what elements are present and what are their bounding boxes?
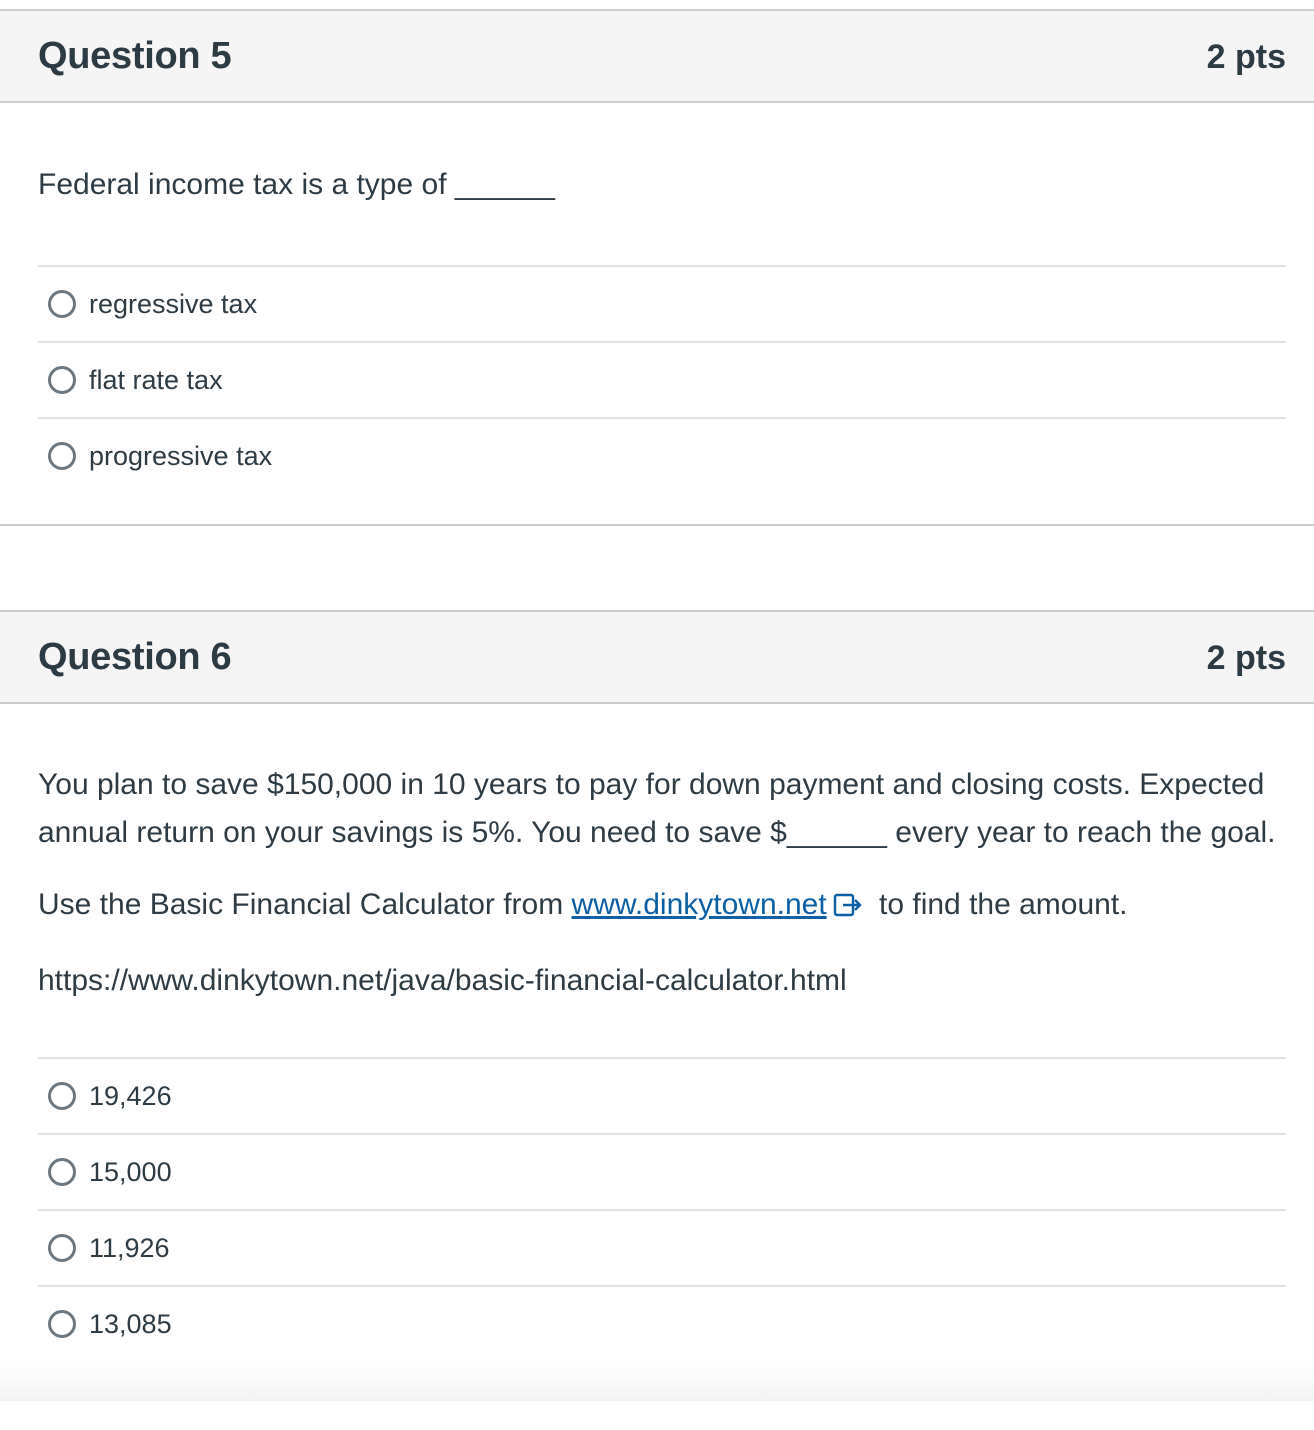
question-header xyxy=(0,612,1314,704)
external-link-icon[interactable] xyxy=(833,885,865,933)
answer-option-15000[interactable] xyxy=(38,1135,1286,1211)
answer-label: 11,926 xyxy=(89,1232,170,1263)
question-body xyxy=(0,103,1314,493)
answer-label: progressive tax xyxy=(89,440,273,471)
instruction-text-before: Use the Basic Financial Calculator from xyxy=(38,888,572,921)
answer-option-regressive-tax[interactable] xyxy=(38,267,1286,343)
radio-button-unchecked-icon[interactable] xyxy=(48,442,76,470)
radio-button-unchecked-icon[interactable] xyxy=(48,290,76,318)
answer-option-flat-rate-tax[interactable] xyxy=(38,343,1286,419)
answer-option-19426[interactable] xyxy=(38,1059,1286,1135)
radio-button-unchecked-icon[interactable] xyxy=(48,1234,76,1262)
question-text: Federal income tax is a type of ______ xyxy=(38,168,555,201)
question-points: 2 pts xyxy=(1206,38,1286,76)
radio-button-unchecked-icon[interactable] xyxy=(48,366,76,394)
answer-label: 15,000 xyxy=(89,1156,172,1187)
radio-button-unchecked-icon[interactable] xyxy=(48,1082,76,1110)
radio-button-unchecked-icon[interactable] xyxy=(48,1310,76,1338)
question-5 xyxy=(0,9,1314,526)
answer-list xyxy=(38,1057,1286,1361)
question-text: You plan to save $150,000 in 10 years to pay for down payment and closing costs. Expected annual return on your savings is 5%. You need to save $______ every year to reach the goal. xyxy=(38,768,1276,849)
calculator-url-text: https://www.dinkytown.net/java/basic-financial-calculator.html xyxy=(38,964,847,997)
radio-button-unchecked-icon[interactable] xyxy=(48,1158,76,1186)
answer-label: 19,426 xyxy=(89,1080,172,1111)
dinkytown-link[interactable]: www.dinkytown.net xyxy=(571,888,827,921)
question-body xyxy=(0,704,1314,1361)
question-6 xyxy=(0,610,1314,1430)
instruction-text-after: to find the amount. xyxy=(870,888,1128,921)
answer-option-13085[interactable] xyxy=(38,1287,1286,1361)
question-header xyxy=(0,11,1314,103)
answer-label: 13,085 xyxy=(89,1308,172,1339)
question-title: Question 5 xyxy=(38,35,232,77)
question-points: 2 pts xyxy=(1206,639,1286,677)
question-instruction xyxy=(38,881,1286,933)
answer-option-11926[interactable] xyxy=(38,1211,1286,1287)
answer-label: flat rate tax xyxy=(89,364,223,395)
question-title: Question 6 xyxy=(38,636,232,678)
answer-list xyxy=(38,265,1286,493)
answer-option-progressive-tax[interactable] xyxy=(38,419,1286,493)
answer-label: regressive tax xyxy=(89,288,258,319)
